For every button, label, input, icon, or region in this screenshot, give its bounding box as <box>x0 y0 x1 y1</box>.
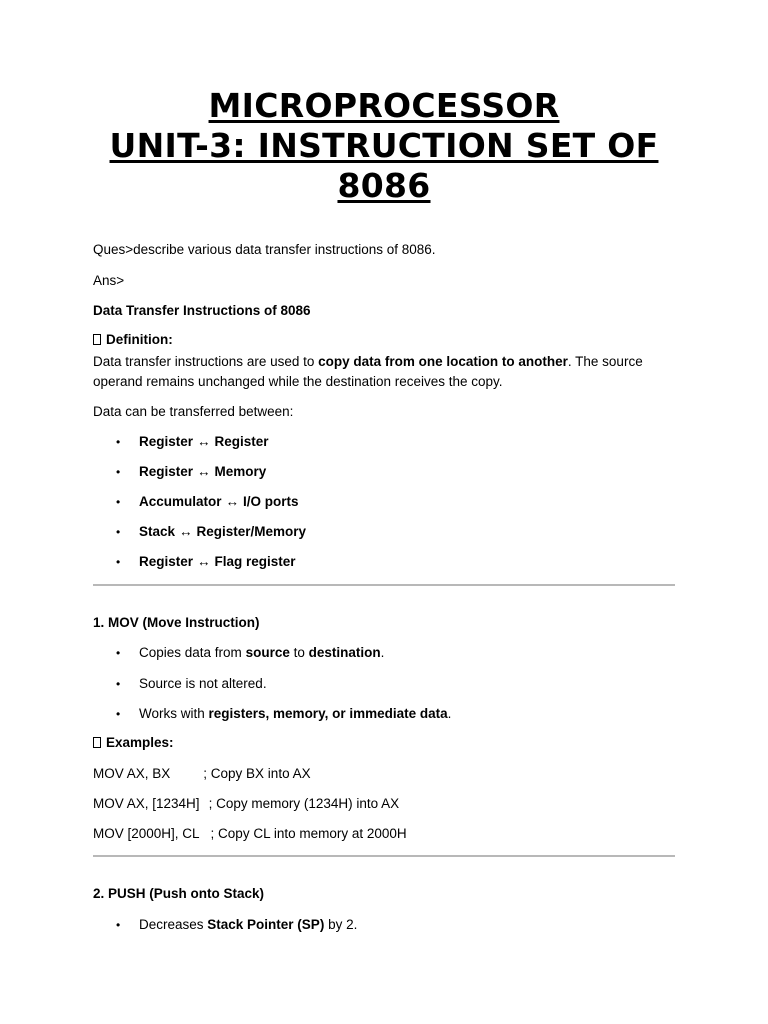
example-line-1: MOV AX, BX ; Copy BX into AX <box>93 766 311 781</box>
definition-text-line-2: operand remains unchanged while the destination receives the copy. <box>93 374 503 389</box>
bullet: • <box>116 677 121 691</box>
list-item: Works with registers, memory, or immediate data. <box>139 706 452 721</box>
push-heading: 2. PUSH (Push onto Stack) <box>93 886 265 901</box>
bullet: • <box>116 646 121 660</box>
bullet: • <box>116 495 121 509</box>
divider <box>93 584 675 586</box>
transfer-intro: Data can be transferred between: <box>93 404 294 419</box>
list-item: Register ↔ Memory <box>139 464 267 479</box>
bullet: • <box>116 465 121 479</box>
section-heading: Data Transfer Instructions of 8086 <box>93 303 311 318</box>
title-line-1: MICROPROCESSOR <box>208 86 560 125</box>
bullet: • <box>116 555 121 569</box>
list-item: Accumulator ↔ I/O ports <box>139 494 299 509</box>
list-item: Stack ↔ Register/Memory <box>139 524 307 539</box>
definition-label: Definition: <box>93 330 173 350</box>
list-item: Register ↔ Flag register <box>139 554 296 569</box>
title-line-2: UNIT-3: INSTRUCTION SET OF <box>109 126 659 165</box>
examples-label: Examples: <box>93 733 174 753</box>
bullet: • <box>116 707 121 721</box>
list-item: Register ↔ Register <box>139 434 269 449</box>
list-item: Source is not altered. <box>139 676 267 691</box>
bullet: • <box>116 435 121 449</box>
placeholder-box-icon <box>93 737 101 748</box>
page-title <box>93 86 675 206</box>
bullet: • <box>116 918 121 932</box>
answer-label: Ans> <box>93 273 125 288</box>
list-item: Decreases Stack Pointer (SP) by 2. <box>139 917 358 932</box>
mov-heading: 1. MOV (Move Instruction) <box>93 615 260 630</box>
list-item: Copies data from source to destination. <box>139 645 385 660</box>
title-line-3: 8086 <box>337 166 431 205</box>
bullet: • <box>116 525 121 539</box>
definition-text-line-1: Data transfer instructions are used to copy data from one location to another. The source <box>93 354 643 369</box>
divider <box>93 855 675 857</box>
placeholder-box-icon <box>93 334 101 345</box>
example-line-2: MOV AX, [1234H] ; Copy memory (1234H) into AX <box>93 796 400 811</box>
question-text: Ques>describe various data transfer instructions of 8086. <box>93 242 436 257</box>
example-line-3: MOV [2000H], CL ; Copy CL into memory at 2000H <box>93 826 407 841</box>
